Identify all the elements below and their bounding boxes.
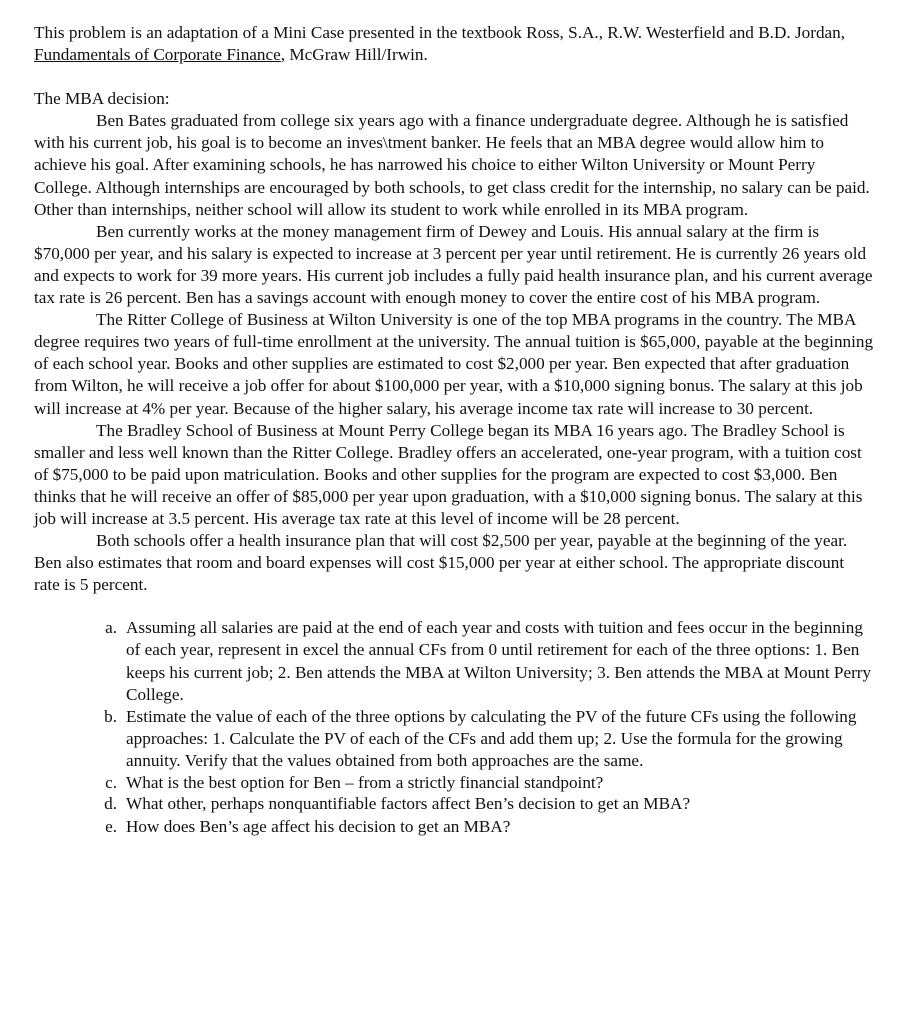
question-text: What other, perhaps nonquantifiable factors affect Ben’s decision to get an MBA?	[126, 794, 691, 814]
question-item-b	[34, 706, 874, 772]
intro-paragraph	[34, 22, 874, 66]
paragraph-background: Ben Bates graduated from college six years ago with a finance undergraduate degree. Although he is satisfied with his current job, his goal is to become an inves\tment banker. He feels that an MBA degree would allow him to achieve his goal. After examining schools, he has narrowed his choice to either Wilton University or Mount Perry College. Although internships are encouraged by both schools, to get class credit for the internship, no salary can be paid. Other than internships, neither school will allow its student to work while enrolled in its MBA program.	[34, 111, 870, 219]
intro-text: This problem is an adaptation of a Mini Case presented in the textbook Ross, S.A., R.W. Westerfield and B.D. Jordan,	[34, 23, 846, 42]
question-letter: d.	[104, 794, 117, 814]
question-letter: c.	[105, 773, 117, 792]
intro-publisher: , McGraw Hill/Irwin.	[280, 45, 428, 65]
document-page	[34, 22, 874, 838]
paragraph-common-costs: Both schools offer a health insurance plan that will cost $2,500 per year, payable at the beginning of the year. Ben also estimates that room and board expenses will cost $15,000 per year at either school. The appropriate discount rate is 5 percent.	[34, 531, 848, 595]
paragraph-current-job: Ben currently works at the money management firm of Dewey and Louis. His annual salary at the firm is $70,000 per year, and his salary is expected to increase at 3 percent per year until retirement. He is currently 26 years old and expects to work for 39 more years. His current job includes a fully paid health insurance plan, and his current average tax rate is 26 percent. Ben has a savings account with enough money to cover the entire cost of his MBA program.	[34, 221, 873, 308]
paragraph-mount-perry-college: The Bradley School of Business at Mount Perry College began its MBA 16 years ago. The Bradley School is smaller and less well known than the Ritter College. Bradley offers an accelerated, one-year program, with a tuition cost of $75,000 to be paid upon matriculation. Books and other supplies for the program are expected to cost $3,000. Ben thinks that he will receive an offer of $85,000 per year upon graduation, with a $10,000 signing bonus. The salary at this job will increase at 3.5 percent. His average tax rate at this level of income will be 28 percent.	[34, 420, 863, 528]
textbook-title: Fundamentals of Corporate Finance	[34, 45, 281, 65]
question-text: How does Ben’s age affect his decision to get an MBA?	[126, 816, 511, 836]
question-item-c	[34, 772, 874, 793]
question-list	[34, 617, 874, 837]
question-item-d	[34, 793, 874, 815]
question-letter: e.	[105, 816, 117, 836]
question-letter: a.	[105, 618, 117, 638]
question-text: Assuming all salaries are paid at the end of each year and costs with tuition and fees occur in the beginning of each year, represent in excel the annual CFs from 0 until retirement for each of the three options: 1. Ben keeps his current job; 2. Ben attends the MBA at Wilton University; 3. Ben attends the MBA at Mount Perry College.	[126, 618, 872, 704]
question-text: Estimate the value of each of the three options by calculating the PV of the future CFs using the following approaches: 1. Calculate the PV of each of the CFs and add them up; 2. Use the formula for the growing annuity. Verify that the values obtained from both approaches are the same.	[126, 706, 857, 770]
paragraph-wilton-university: The Ritter College of Business at Wilton University is one of the top MBA programs in the country. The MBA degree requires two years of full-time enrollment at the university. The annual tuition is $65,000, payable at the beginning of each school year. Books and other supplies are estimated to cost $2,000 per year. Ben expected that after graduation from Wilton, he will receive a job offer for about $100,000 per year, with a $10,000 signing bonus. The salary at this job will increase at 4% per year. Because of the higher salary, his average income tax rate will increase to 30 percent.	[34, 310, 874, 418]
question-item-a	[34, 617, 874, 705]
question-text: What is the best option for Ben – from a strictly financial standpoint?	[126, 773, 604, 792]
section-title: The MBA decision:	[34, 89, 170, 109]
question-letter: b.	[104, 706, 117, 726]
question-item-e	[34, 816, 874, 838]
